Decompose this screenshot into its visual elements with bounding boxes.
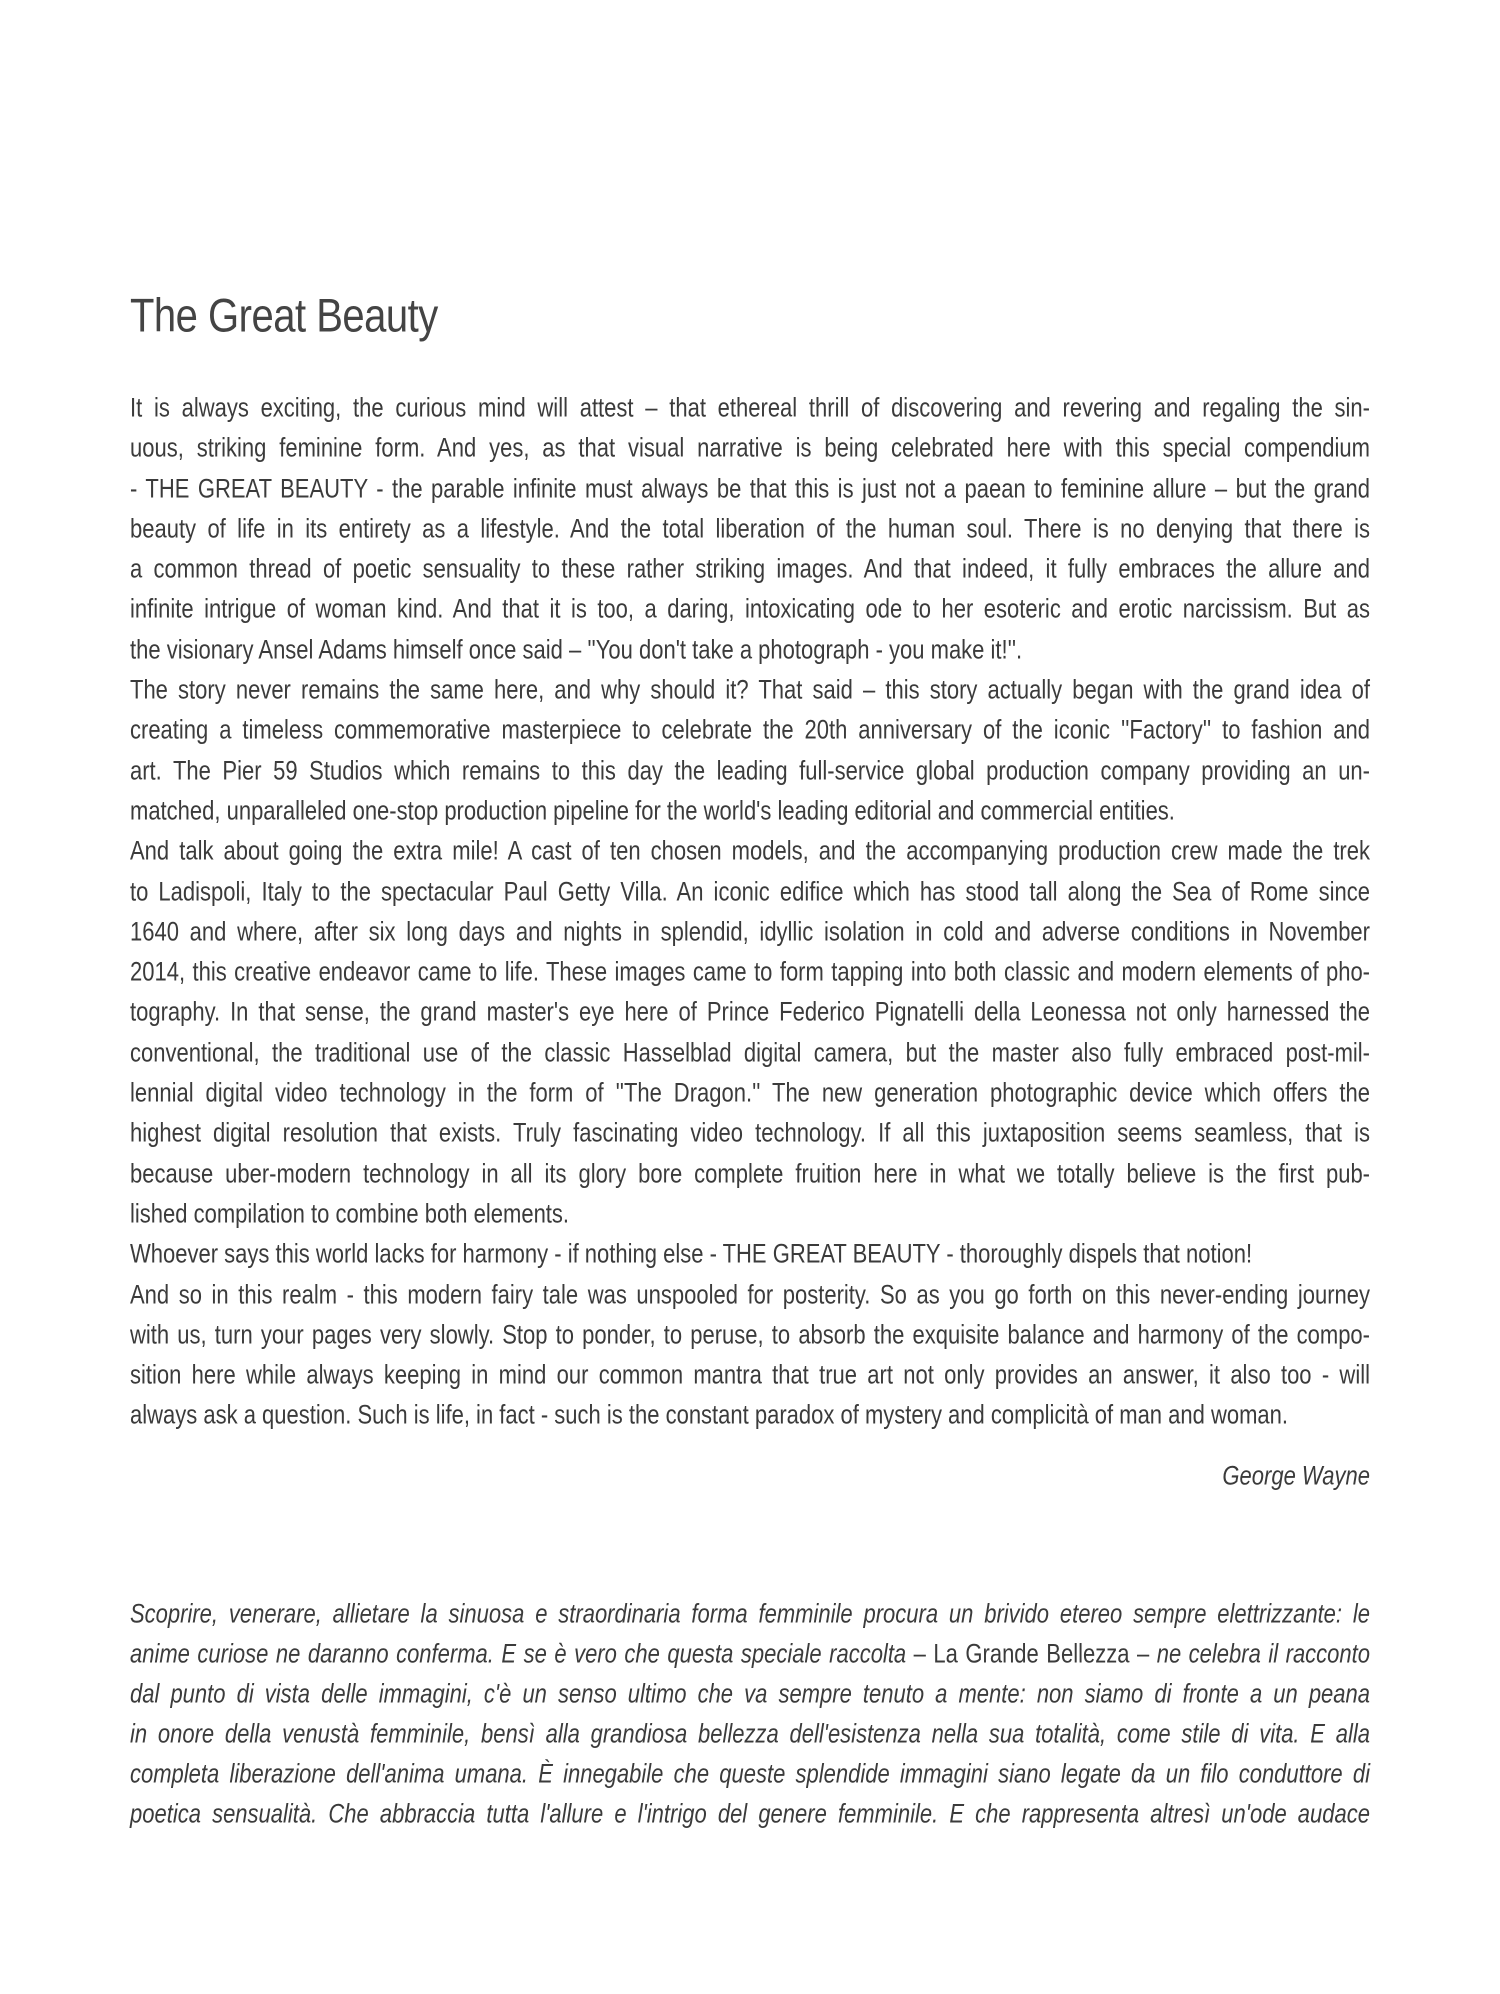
essay-line: matched, unparalleled one-stop production pipeline for the world's leading editorial and commercial entities. xyxy=(130,795,1175,826)
essay-line: with us, turn your pages very slowly. Stop to ponder, to peruse, to absorb the exquisite balance and harmony of the compo- xyxy=(130,1319,1370,1350)
essay-line: Whoever says this world lacks for harmony - if nothing else - THE GREAT BEAUTY - thoroughly dispels that notion! xyxy=(130,1238,1253,1269)
italian-book-title: – La Grande Bellezza – xyxy=(906,1638,1157,1669)
italian-line: completa liberazione dell'anima umana. È innegabile che queste splendide immagini siano legate da un filo conduttore di xyxy=(130,1758,1370,1789)
essay-line: And so in this realm - this modern fairy tale was unspooled for posterity. So as you go forth on this never-ending journey xyxy=(130,1278,1370,1309)
italian-line: poetica sensualità. Che abbraccia tutta l'allure e l'intrigo del genere femminile. E che rappresenta altresì un'ode audace xyxy=(130,1798,1370,1829)
italian-text: ne celebra il racconto xyxy=(1156,1638,1371,1669)
essay-line: - THE GREAT BEAUTY - the parable infinite must always be that this is just not a paean to feminine allure – but the grand xyxy=(130,472,1370,503)
essay-line: 1640 and where, after six long days and nights in splendid, idyllic isolation in cold and adverse conditions in November xyxy=(130,916,1370,947)
essay-line: always ask a question. Such is life, in fact - such is the constant paradox of mystery and complicità of man and woman. xyxy=(130,1399,1289,1430)
italian-text: anime curiose ne daranno conferma. E se è vero che questa speciale raccolta xyxy=(130,1638,907,1669)
essay-line: to Ladispoli, Italy to the spectacular Paul Getty Villa. An iconic edifice which has stood tall along the Sea of Rome since xyxy=(130,875,1370,906)
essay-line: highest digital resolution that exists. Truly fascinating video technology. If all this juxtaposition seems seamless, that is xyxy=(130,1117,1370,1148)
essay-line: It is always exciting, the curious mind will attest – that ethereal thrill of discovering and revering and regaling the sin- xyxy=(130,392,1370,423)
essay-line: because uber-modern technology in all its glory bore complete fruition here in what we totally believe is the first pub- xyxy=(130,1158,1370,1189)
essay-line: lennial digital video technology in the form of ''The Dragon.'' The new generation photographic device which offers the xyxy=(130,1077,1370,1108)
italian-essay xyxy=(130,1594,1370,1834)
essay-line: beauty of life in its entirety as a lifestyle. And the total liberation of the human soul. There is no denying that there is xyxy=(130,513,1370,544)
essay-line: tography. In that sense, the grand master's eye here of Prince Federico Pignatelli della Leonessa not only harnessed the xyxy=(130,996,1370,1027)
essay-line: infinite intrigue of woman kind. And that it is too, a daring, intoxicating ode to her esoteric and erotic narcissism. But as xyxy=(130,593,1370,624)
essay-line: 2014, this creative endeavor came to life. These images came to form tapping into both classic and modern elements of pho- xyxy=(130,956,1370,987)
essay-line: And talk about going the extra mile! A cast of ten chosen models, and the accompanying production crew made the trek xyxy=(130,835,1370,866)
essay-line: creating a timeless commemorative masterpiece to celebrate the 20th anniversary of the iconic ''Factory'' to fashion and xyxy=(130,714,1370,745)
essay-line: a common thread of poetic sensuality to these rather striking images. And that indeed, it fully embraces the allure and xyxy=(130,553,1370,584)
essay-line: conventional, the traditional use of the classic Hasselblad digital camera, but the master also fully embraced post-mil- xyxy=(130,1037,1370,1068)
english-essay xyxy=(130,388,1370,1436)
italian-line: dal punto di vista delle immagini, c'è un senso ultimo che va sempre tenuto a mente: non siamo di fronte a un peana xyxy=(130,1678,1370,1709)
essay-line: the visionary Ansel Adams himself once said – ''You don't take a photograph - you make it!''. xyxy=(130,634,1023,665)
essay-line: uous, striking feminine form. And yes, as that visual narrative is being celebrated here with this special compendium xyxy=(130,432,1370,463)
italian-line: in onore della venustà femminile, bensì alla grandiosa bellezza dell'esistenza nella sua totalità, come stile di vita. E alla xyxy=(130,1718,1370,1749)
essay-line: sition here while always keeping in mind our common mantra that true art not only provides an answer, it also too - will xyxy=(130,1359,1370,1390)
essay-line: The story never remains the same here, and why should it? That said – this story actually began with the grand idea of xyxy=(130,674,1370,705)
page-title: The Great Beauty xyxy=(130,290,438,342)
italian-line: Scoprire, venerare, allietare la sinuosa e straordinaria forma femminile procura un brivido etereo sempre elettrizzante: le xyxy=(130,1598,1370,1629)
essay-line: lished compilation to combine both elements. xyxy=(130,1198,570,1229)
author-signature: George Wayne xyxy=(1222,1460,1370,1491)
essay-line: art. The Pier 59 Studios which remains to this day the leading full-service global production company providing an un- xyxy=(130,755,1370,786)
